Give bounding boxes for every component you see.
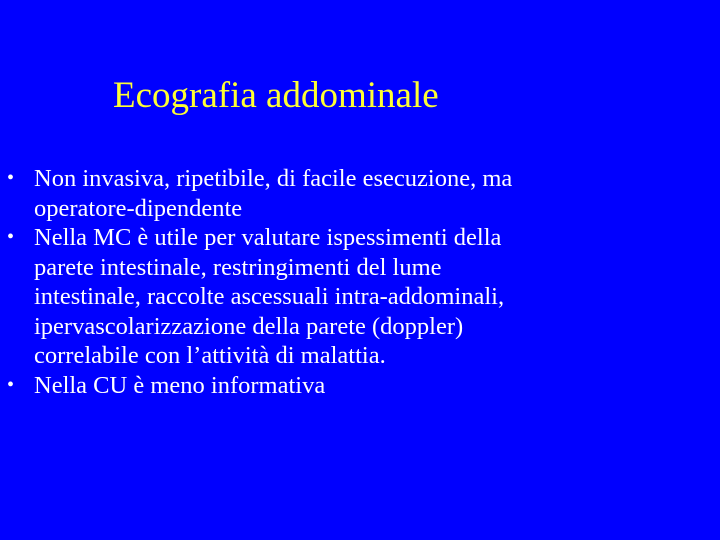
bullet-text-line: Nella CU è meno informativa (34, 371, 326, 399)
bullet-item (0, 223, 700, 371)
bullet-text-line: parete intestinale, restringimenti del lume (34, 253, 442, 281)
bullet-icon: • (7, 167, 15, 189)
bullet-text-line: correlabile con l’attività di malattia. (34, 342, 386, 369)
bullet-text-line: operatore-dipendente (34, 194, 243, 222)
slide-title: Ecografia addominale (113, 75, 439, 116)
bullet-text-line: Non invasiva, ripetibile, di facile esecuzione, ma (34, 165, 513, 192)
bullet-text-line: Nella MC è utile per valutare ispessimenti della (34, 224, 502, 251)
bullet-item (0, 371, 700, 401)
bullet-icon: • (7, 373, 15, 396)
bullet-list (0, 164, 700, 400)
bullet-item (0, 164, 700, 223)
bullet-text-line: ipervascolarizzazione della parete (doppler) (34, 312, 464, 340)
bullet-icon: • (7, 226, 15, 248)
bullet-text-line: intestinale, raccolte ascessuali intra-addominali, (34, 283, 505, 310)
